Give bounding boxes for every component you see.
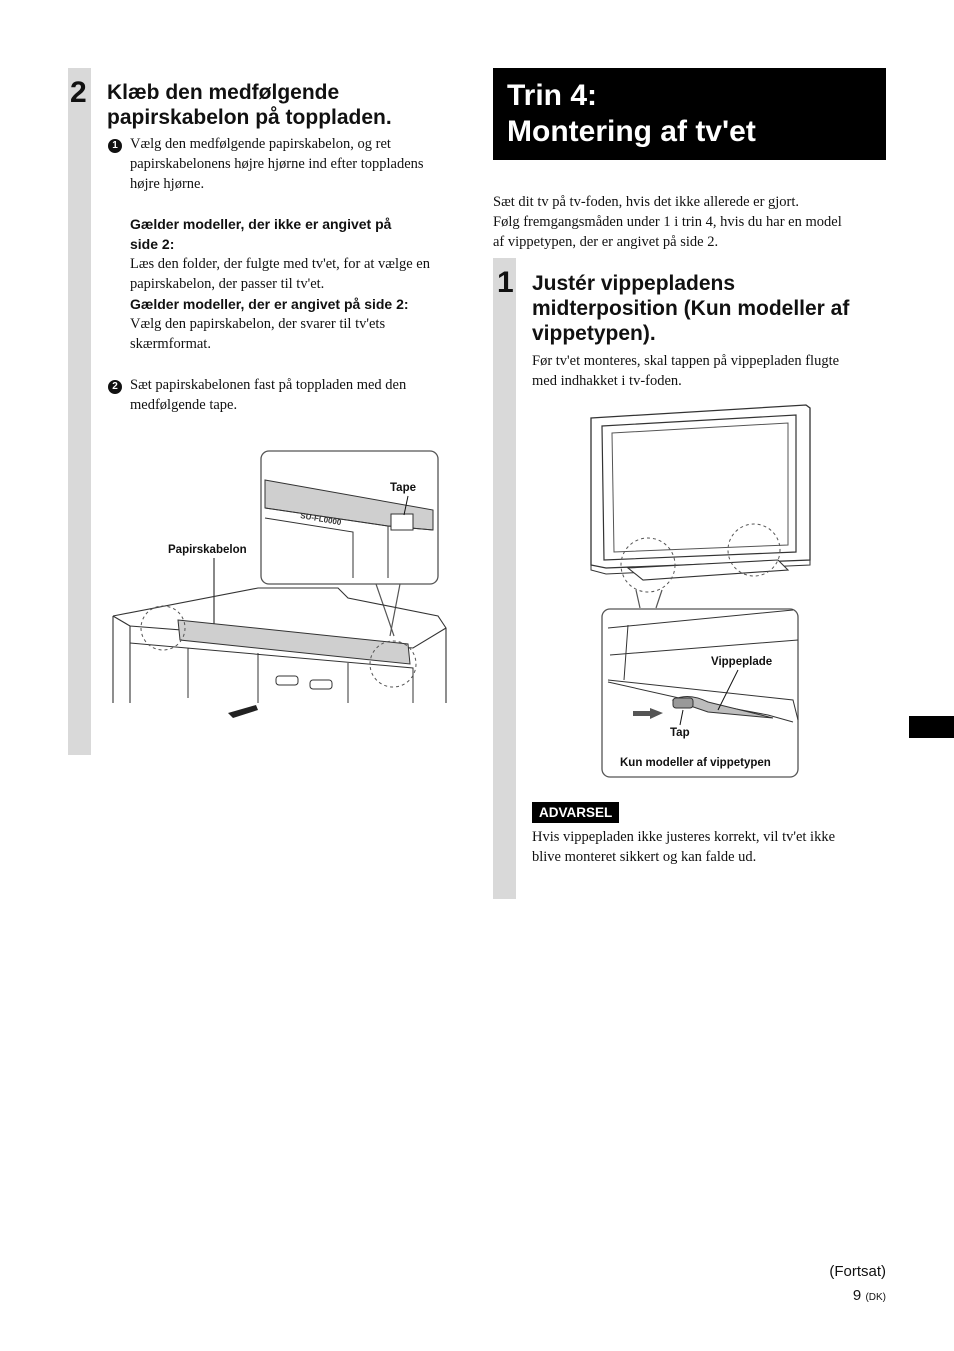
item-1-marker: 1 (108, 136, 122, 154)
figure-caption: Kun modeller af vippetypen (620, 757, 771, 769)
step-2-number: 2 (70, 76, 87, 109)
step-1-heading: Justér vippepladens midterposition (Kun modeller af vippetypen). (532, 272, 850, 345)
label-tab: Tap (670, 727, 690, 739)
step-1-text: Før tv'et monteres, skal tappen på vippepladen flugte med indhakket i tv-foden. (532, 353, 840, 389)
step-1-number: 1 (497, 266, 514, 299)
item-1-text: Vælg den medfølgende papirskabelon, og ret papirskabelonens højre hjørne ind efter toppladens højre hjørne. (130, 136, 424, 192)
template-print-text: SU-FL0000 (299, 511, 342, 528)
warning-text: Hvis vippepladen ikke justeres korrekt, vil tv'et ikke blive monteret sikkert og kan falde ud. (532, 829, 836, 865)
item-2-text: Sæt papirskabelonen fast på toppladen med den medfølgende tape. (130, 377, 407, 413)
step-1-bar (493, 258, 516, 899)
inset-frame (602, 609, 798, 777)
warning-badge: ADVARSEL (532, 802, 619, 823)
step-2-bar (68, 68, 91, 755)
label-template: Papirskabelon (168, 544, 247, 556)
page-title: Trin 4: Montering af tv'et (493, 68, 886, 160)
label-tape: Tape (390, 482, 416, 494)
intro-text: Sæt dit tv på tv-foden, hvis det ikke allerede er gjort. Følg fremgangsmåden under 1 i trin 4, hvis du har en model af vippetypen, der er angivet på side 2. (493, 194, 842, 250)
page-number: 9 (DK) (852, 1287, 886, 1304)
continued-label: (Fortsat) (829, 1263, 886, 1280)
tv-swivel-illustration (588, 400, 814, 782)
section-tab-marker (909, 716, 954, 738)
step-2-heading: Klæb den medfølgende papirskabelon på toppladen. (107, 81, 392, 129)
item-2-marker: 2 (108, 377, 122, 395)
template-on-top-plate-illustration (108, 448, 453, 728)
label-plate: Vippeplade (711, 656, 773, 668)
sub-section-1: Gælder modeller, der ikke er angivet på side 2: Læs den folder, der fulgte med tv'et, for at vælge en papirskabelon, der passer til tv'et. Gælder modeller, der er angivet på side 2: Vælg den papirskabelon, der svarer til tv'ets skærmformat. (130, 216, 430, 352)
